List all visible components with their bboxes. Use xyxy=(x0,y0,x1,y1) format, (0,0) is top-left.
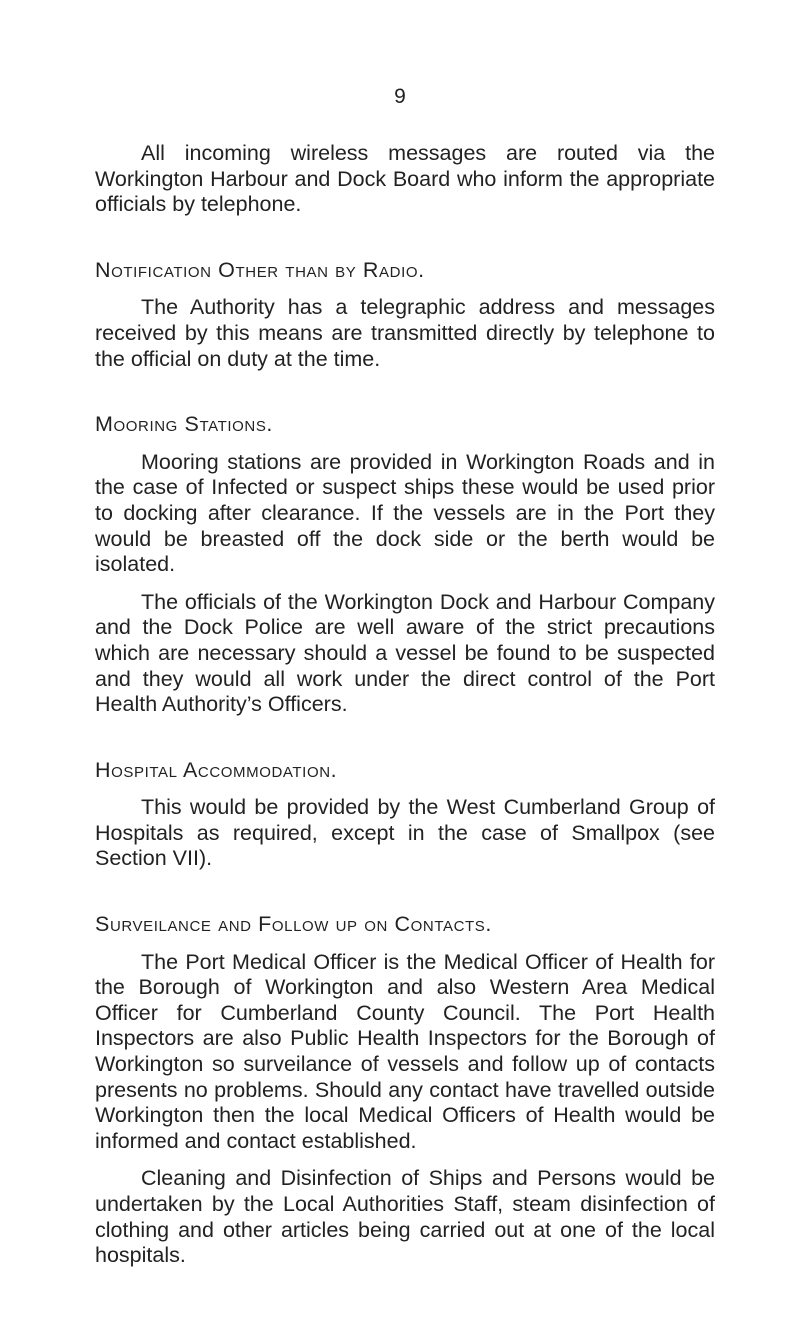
intro-paragraph: All incoming wireless messages are routed via the Workington Harbour and Dock Board who inform the appropriate officials by telephone. xyxy=(95,141,715,217)
section-heading: Mooring Stations. xyxy=(95,412,274,437)
section-heading: Hospital Accommodation. xyxy=(95,757,338,782)
section-notification xyxy=(95,258,715,372)
section-paragraph: The officials of the Workington Dock and Harbour Company and the Dock Police are well aware of the strict precautions which are necessary should a vessel be found to be suspected and they would all work under the direct control of the Port Health Authority’s Officers. xyxy=(95,589,715,717)
section-paragraph: The Port Medical Officer is the Medical Officer of Health for the Borough of Workington and also Western Area Medical Officer for Cumberland County Council. The Port Health Inspectors are also Public Health Inspectors for the Borough of Workington so surveilance of vessels and follow up of contacts presents no problems. Should any contact have travelled outside Workington then the local Medical Officers of Health would be informed and contact established. xyxy=(95,949,715,1153)
section-paragraph: Cleaning and Disinfection of Ships and Persons would be undertaken by the Local Authorities Staff, steam disinfection of clothing and other articles being carried out at one of the local hospitals. xyxy=(95,1166,715,1268)
section-paragraph: This would be provided by the West Cumberland Group of Hospitals as required, except in the case of Smallpox (see Section VII). xyxy=(95,795,715,871)
section-paragraph: The Authority has a telegraphic address and messages received by this means are transmitted directly by telephone to the official on duty at the time. xyxy=(95,295,715,371)
section-surveilance xyxy=(95,912,715,1269)
section-heading: Notification Other than by Radio. xyxy=(95,257,425,282)
page-number: 9 xyxy=(394,85,406,108)
page-body xyxy=(95,141,715,1269)
section-hospital-accommodation xyxy=(95,758,715,872)
section-paragraph: Mooring stations are provided in Workington Roads and in the case of Infected or suspect ships these would be used prior to docking after clearance. If the vessels are in the Port they would be breasted off the dock side or the berth would be isolated. xyxy=(95,449,715,577)
section-mooring-stations xyxy=(95,412,715,718)
section-heading: Surveilance and Follow up on Contacts. xyxy=(95,912,492,937)
